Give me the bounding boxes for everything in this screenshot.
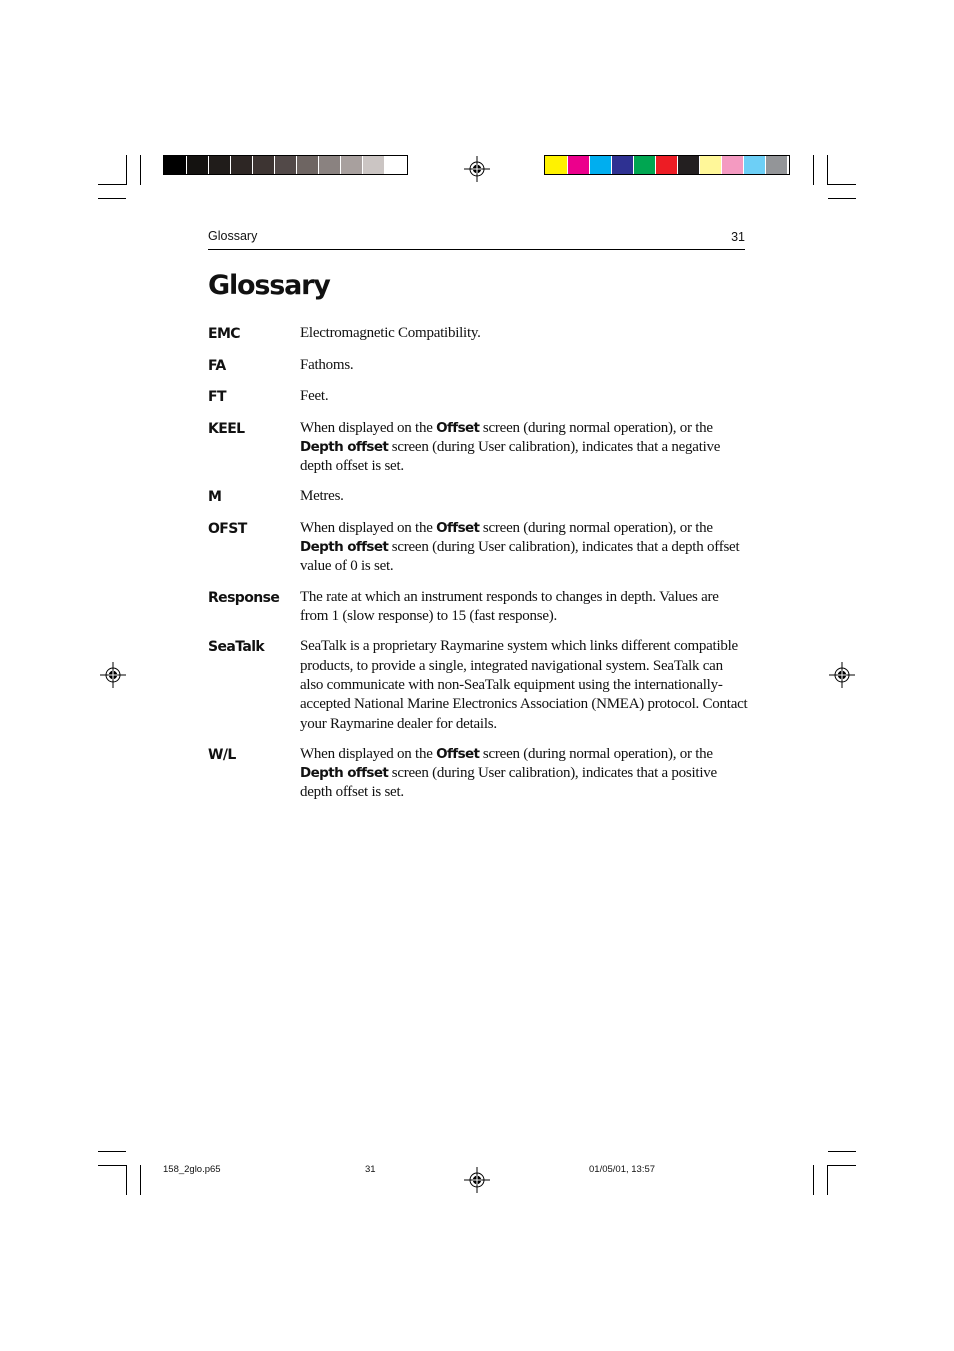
color-swatch (677, 156, 699, 174)
definition-text: screen (during normal operation), or the (479, 745, 713, 762)
definition-text: screen (during normal operation), or the (479, 419, 713, 436)
color-swatch (208, 156, 230, 174)
color-swatch (318, 156, 340, 174)
glossary-entry (208, 419, 748, 477)
screen-name: Offset (436, 519, 480, 536)
running-header (208, 229, 745, 250)
registration-mark-icon (829, 662, 855, 688)
crop-mark (813, 1165, 814, 1195)
glossary-term: M (208, 489, 222, 506)
color-swatch (567, 156, 589, 174)
glossary-term: Response (208, 589, 280, 606)
glossary-definition (300, 745, 748, 803)
color-swatch (721, 156, 743, 174)
process-color-bar (544, 155, 790, 175)
registration-mark-icon (464, 156, 490, 182)
glossary-term: FA (208, 357, 226, 374)
color-swatch (655, 156, 677, 174)
screen-name: Depth offset (300, 438, 389, 455)
definition-text: Feet. (300, 388, 329, 404)
crop-mark (98, 184, 126, 185)
color-swatch (633, 156, 655, 174)
glossary-term: EMC (208, 326, 240, 342)
color-swatch (230, 156, 252, 174)
definition-text: SeaTalk is a proprietary Raymarine system which links different compatible products, to provide a single, integrated navigational system. SeaTalk can also communicate with non-SeaTalk equipment using the internationally- accepted National Marine Electronics Association (NMEA) protocol. Contact your Raymarine dealer for details. (300, 638, 748, 732)
glossary-term: OFST (208, 520, 247, 537)
crop-mark (827, 155, 828, 185)
color-swatch (589, 156, 611, 174)
color-swatch (274, 156, 296, 174)
definition-text: Metres. (300, 488, 344, 505)
color-swatch (765, 156, 787, 174)
registration-mark-icon (100, 662, 126, 688)
footer-page: 31 (365, 1164, 376, 1175)
glossary-definition (300, 588, 748, 627)
definition-text: Fathoms. (300, 356, 354, 373)
crop-mark (98, 198, 126, 199)
glossary-list (208, 324, 748, 814)
color-swatch (699, 156, 721, 174)
header-page-number: 31 (731, 230, 745, 244)
footer-file: 158_2glo.p65 (163, 1164, 221, 1175)
glossary-definition (300, 519, 748, 577)
glossary-entry (208, 745, 748, 803)
glossary-definition (300, 387, 748, 408)
glossary-definition (300, 324, 748, 345)
definition-text: screen (during User calibration), indicates that a positive depth offset is set. (300, 765, 717, 801)
crop-mark (140, 1165, 141, 1195)
crop-mark (98, 1151, 126, 1152)
screen-name: Offset (436, 419, 480, 436)
definition-text: screen (during User calibration), indicates that a negative depth offset is set. (300, 438, 721, 475)
glossary-entry (208, 519, 748, 577)
glossary-entry (208, 487, 748, 508)
crop-mark (813, 155, 814, 185)
crop-mark (828, 184, 856, 185)
glossary-definition (300, 356, 748, 377)
color-swatch (545, 156, 567, 174)
color-swatch (384, 156, 406, 174)
color-swatch (362, 156, 384, 174)
page-title: Glossary (208, 270, 330, 301)
screen-name: Depth offset (300, 539, 389, 556)
definition-text: Electromagnetic Compatibility. (300, 325, 481, 341)
glossary-entry (208, 324, 748, 345)
definition-text: The rate at which an instrument responds to changes in depth. Values are from 1 (slow response) to 15 (fast response). (300, 588, 719, 625)
glossary-entry (208, 356, 748, 377)
crop-mark (828, 1165, 856, 1166)
crop-mark (828, 198, 856, 199)
registration-mark-icon (464, 1167, 490, 1193)
definition-text: screen (during normal operation), or the (479, 519, 713, 536)
definition-text: When displayed on the (300, 519, 437, 536)
color-swatch (164, 156, 186, 174)
glossary-term: SeaTalk (208, 639, 265, 656)
glossary-definition (300, 487, 748, 508)
glossary-definition (300, 419, 748, 477)
glossary-term: FT (208, 389, 226, 405)
crop-mark (126, 155, 127, 185)
crop-mark (98, 1165, 126, 1166)
header-section: Glossary (208, 229, 258, 243)
glossary-definition (300, 637, 748, 733)
definition-text: When displayed on the (300, 419, 437, 436)
footer-timestamp: 01/05/01, 13:57 (589, 1164, 656, 1175)
definition-text: screen (during User calibration), indicates that a depth offset value of 0 is set. (300, 539, 740, 575)
color-swatch (296, 156, 318, 174)
crop-mark (828, 1151, 856, 1152)
crop-mark (140, 155, 141, 185)
definition-text: When displayed on the (300, 745, 437, 762)
color-swatch (340, 156, 362, 174)
screen-name: Offset (436, 745, 480, 762)
crop-mark (827, 1165, 828, 1195)
glossary-entry (208, 588, 748, 627)
color-swatch (611, 156, 633, 174)
color-swatch (743, 156, 765, 174)
screen-name: Depth offset (300, 765, 389, 782)
color-swatch (186, 156, 208, 174)
glossary-term: W/L (208, 746, 236, 763)
color-swatch (252, 156, 274, 174)
crop-mark (126, 1165, 127, 1195)
glossary-entry (208, 637, 748, 733)
glossary-entry (208, 387, 748, 408)
grayscale-color-bar (163, 155, 408, 175)
glossary-term: KEEL (208, 420, 245, 437)
